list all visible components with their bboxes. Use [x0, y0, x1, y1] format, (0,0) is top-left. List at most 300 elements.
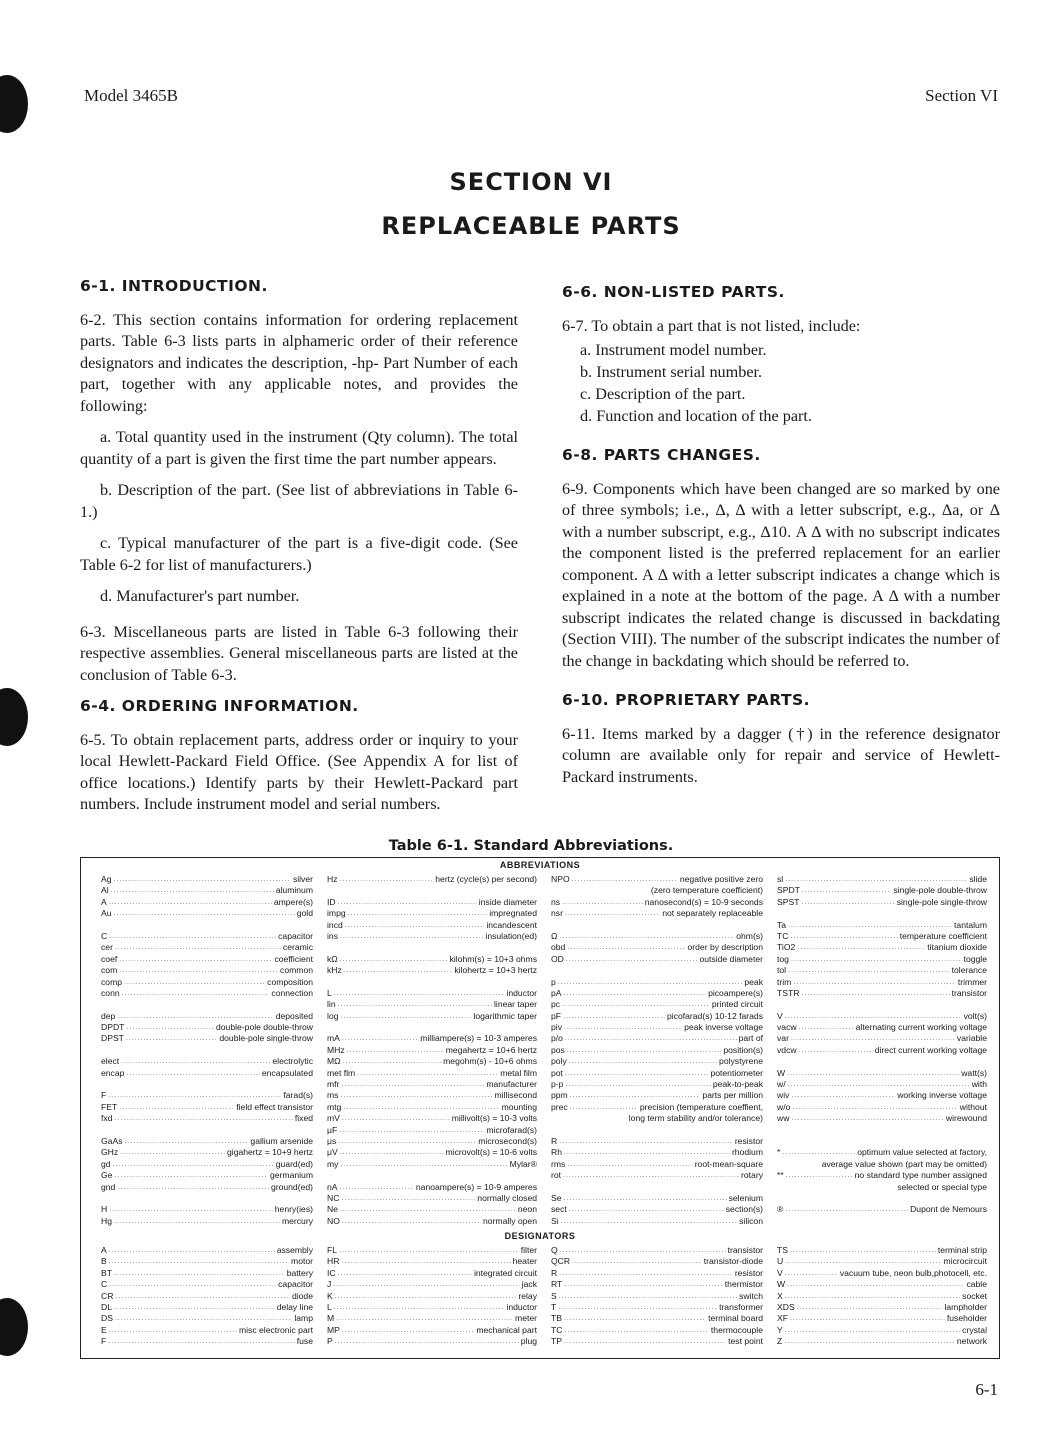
abbr-column-3: [551, 874, 763, 1227]
abbr-meaning: selected or special type: [897, 1181, 987, 1192]
abbr-meaning: coefficient: [274, 953, 313, 964]
abbr-code: vdcw: [777, 1044, 797, 1055]
header-section: Section VI: [925, 86, 998, 105]
leader-dots: [790, 1245, 936, 1256]
leader-dots: [345, 920, 485, 931]
abbr-code: met flm: [327, 1067, 356, 1078]
table-row: [777, 1193, 987, 1204]
abbr-code: [777, 1159, 779, 1170]
abbr-code: p-p: [551, 1079, 564, 1090]
table-row: [551, 1045, 763, 1056]
table-row: [101, 1256, 313, 1267]
table-row: [777, 1033, 987, 1044]
table-row: [551, 977, 763, 988]
abbr-code: C: [101, 930, 108, 941]
leader-dots: [119, 954, 272, 965]
table-row: [777, 1011, 987, 1022]
table-row: [777, 1170, 987, 1181]
leader-dots: [567, 1045, 721, 1056]
abbr-meaning: metal film: [500, 1067, 537, 1078]
leader-dots: [119, 1102, 234, 1113]
table-row: [327, 1033, 537, 1044]
abbr-meaning: selenium: [728, 1192, 763, 1203]
abbr-code: Ag: [101, 874, 112, 884]
leader-dots: [119, 965, 278, 976]
abbr-meaning: working inverse voltage: [897, 1090, 987, 1101]
table-row: [777, 1022, 987, 1033]
leader-dots: [559, 931, 734, 942]
leader-dots: [109, 1256, 289, 1267]
leader-dots: [115, 1291, 290, 1302]
leader-dots: [335, 1336, 519, 1347]
table-row: [777, 1204, 987, 1215]
abbr-meaning: resistor: [734, 1267, 763, 1278]
leader-dots: [334, 1302, 505, 1313]
abbr-meaning: tolerance: [951, 965, 987, 976]
leader-dots: [114, 874, 291, 885]
table-row: [551, 1147, 763, 1158]
section-subtitle: REPLACEABLE PARTS: [381, 212, 681, 240]
table-row: [327, 920, 537, 931]
page-number: 6-1: [975, 1380, 998, 1399]
leader-dots: [793, 977, 956, 988]
abbr-meaning: insulation(ed): [485, 930, 537, 941]
abbr-meaning: long term stability and/or tolerance): [628, 1113, 763, 1124]
leader-dots: [334, 988, 505, 999]
abbr-code: Ge: [101, 1170, 113, 1181]
leader-dots: [562, 897, 643, 908]
table-row: [777, 965, 987, 976]
abbr-code: XF: [777, 1313, 788, 1324]
table-row: [327, 1056, 537, 1067]
table-row: [101, 1136, 313, 1147]
table-row: [551, 1302, 763, 1313]
leader-dots: [791, 954, 962, 965]
table-row: [327, 1147, 537, 1158]
leader-dots: [799, 1045, 873, 1056]
leader-dots: [124, 977, 265, 988]
abbr-code: dep: [101, 1010, 116, 1021]
leader-dots: [787, 1068, 959, 1079]
table-row: [327, 1022, 537, 1033]
leader-dots: [565, 1068, 708, 1079]
abbr-meaning: heater: [512, 1256, 537, 1267]
leader-dots: [785, 1291, 960, 1302]
abbr-code: incd: [327, 919, 343, 930]
table-row: [551, 1268, 763, 1279]
table-row: [777, 1125, 987, 1136]
abbr-meaning: transistor: [951, 987, 987, 998]
designators-heading: DESIGNATORS: [504, 1231, 576, 1241]
leader-dots: [357, 1068, 498, 1079]
abbr-code: pc: [551, 999, 561, 1010]
abbr-code: encap: [101, 1067, 125, 1078]
leader-dots: [108, 1090, 281, 1101]
table-row: [777, 1279, 987, 1290]
abbr-meaning: no standard type number assigned: [854, 1170, 987, 1181]
table-row: [777, 1068, 987, 1079]
abbr-code: comp: [101, 976, 123, 987]
leader-dots: [341, 1256, 510, 1267]
leader-dots: [559, 1268, 733, 1279]
leader-dots: [109, 931, 276, 942]
leader-dots: [114, 1170, 268, 1181]
leader-dots: [114, 1216, 280, 1227]
abbr-code: F: [101, 1336, 107, 1347]
table-row: [327, 954, 537, 965]
table-row: [101, 999, 313, 1010]
abbr-code: tog: [777, 953, 789, 964]
leader-dots: [788, 920, 952, 931]
abbr-meaning: terminal board: [708, 1313, 763, 1324]
leader-dots: [785, 1268, 838, 1279]
table-row: [101, 1102, 313, 1113]
abbr-meaning: gold: [296, 908, 313, 919]
leader-dots: [801, 897, 894, 908]
leader-dots: [126, 1033, 217, 1044]
abbr-code: poly: [551, 1056, 567, 1067]
table-row: [551, 1125, 763, 1136]
abbr-meaning: precision (temperature coeffient,: [639, 1101, 763, 1112]
leader-dots: [340, 954, 448, 965]
abbr-meaning: incandescent: [486, 919, 537, 930]
abbr-code: OD: [551, 953, 564, 964]
table-row: [327, 1268, 537, 1279]
table-row: [777, 1256, 987, 1267]
abbr-code: nsr: [551, 908, 563, 919]
abbr-code: var: [777, 1033, 789, 1044]
list-item: b. Instrument serial number.: [580, 363, 763, 381]
leader-dots: [802, 885, 891, 896]
abbr-code: P: [327, 1336, 333, 1347]
table-row: [101, 1045, 313, 1056]
table-row: [777, 1136, 987, 1147]
leader-dots: [120, 1147, 225, 1158]
leader-dots: [109, 1204, 273, 1215]
heading-introduction: 6-1. INTRODUCTION.: [80, 277, 268, 295]
abbr-meaning: negative positive zero: [679, 874, 763, 884]
leader-dots: [785, 1204, 908, 1215]
abbr-code: X: [777, 1290, 783, 1301]
table-row: [327, 1159, 537, 1170]
table-row: [327, 1193, 537, 1204]
leader-dots: [560, 1245, 726, 1256]
abbr-meaning: transformer: [719, 1301, 763, 1312]
abbr-code: QCR: [551, 1256, 571, 1267]
abbr-meaning: plug: [520, 1336, 537, 1347]
heading-proprietary: 6-10. PROPRIETARY PARTS.: [562, 691, 811, 709]
leader-dots: [340, 874, 434, 885]
list-item: a. Instrument model number.: [580, 341, 767, 359]
abbr-code: Ω: [551, 930, 558, 941]
abbr-code: piv: [551, 1022, 562, 1033]
para-d: d. Manufacturer's part number.: [100, 587, 300, 605]
table-row: [777, 1113, 987, 1124]
leader-dots: [566, 954, 698, 965]
binder-hole: [0, 1298, 28, 1356]
table-row: [327, 1336, 537, 1347]
abbr-meaning: picoampere(s): [708, 987, 763, 998]
abbr-meaning: kilohertz = 10+3 hertz: [454, 965, 537, 976]
abbr-meaning: lamp: [294, 1313, 313, 1324]
table-row: [551, 1033, 763, 1044]
table-row: [101, 931, 313, 942]
abbr-code: R: [551, 1135, 558, 1146]
abbr-meaning: milliampere(s) = 10-3 amperes: [420, 1033, 537, 1044]
abbr-meaning: vacuum tube, neon bulb,photocell, etc.: [839, 1267, 987, 1278]
table-row: [551, 1204, 763, 1215]
abbr-code: sect: [551, 1204, 567, 1215]
table-row: [551, 1182, 763, 1193]
leader-dots: [339, 1245, 519, 1256]
table-row: [551, 1325, 763, 1336]
abbr-meaning: test point: [728, 1336, 763, 1347]
abbr-code: μV: [327, 1147, 338, 1158]
leader-dots: [570, 1090, 701, 1101]
table-row: [551, 1313, 763, 1324]
abbr-code: Z: [777, 1336, 783, 1347]
abbr-meaning: composition: [267, 976, 313, 987]
table-row: [327, 1102, 537, 1113]
leader-dots: [126, 1068, 259, 1079]
table-row: [327, 874, 537, 885]
table-row: [551, 885, 763, 896]
leader-dots: [564, 1147, 730, 1158]
leader-dots: [561, 1216, 737, 1227]
abbr-meaning: fixed: [294, 1113, 313, 1124]
leader-dots: [801, 988, 949, 999]
abbr-code: V: [777, 1267, 783, 1278]
abbr-code: TiO2: [777, 942, 796, 953]
table-row: [101, 1268, 313, 1279]
abbr-meaning: variable: [956, 1033, 987, 1044]
abbr-meaning: transistor: [727, 1245, 763, 1255]
table-row: [551, 1113, 763, 1124]
table-row: [551, 1102, 763, 1113]
abbr-meaning: battery: [286, 1267, 313, 1278]
abbr-code: T: [551, 1301, 557, 1312]
para-a: a. Total quantity used in the instrument (Qty column). The total quantity of a part is given the first time the part number appears.: [80, 428, 518, 468]
table-row: [551, 942, 763, 953]
abbr-meaning: hertz (cycle(s) per second): [435, 874, 537, 884]
table-row: [101, 1033, 313, 1044]
table-row: [101, 1090, 313, 1101]
table-row: [327, 977, 537, 988]
table-row: [327, 885, 537, 896]
abbr-code: gd: [101, 1158, 111, 1169]
abbr-meaning: network: [956, 1336, 987, 1347]
abbr-code: [551, 885, 553, 896]
abbr-code: NO: [327, 1215, 340, 1226]
abbr-code: CR: [101, 1290, 114, 1301]
abbr-code: pF: [551, 1010, 562, 1021]
table-row: [551, 1279, 763, 1290]
table-row: [327, 1045, 537, 1056]
leader-dots: [790, 931, 897, 942]
abbr-meaning: polystyrene: [719, 1056, 763, 1067]
para-6-5: 6-5. To obtain replacement parts, address order or inquiry to your local Hewlett-Packard Field Office. (See Appendix A for list of office locations.) Identify parts by their Hewlett-Packard part numbers. Include instrument model and serial numbers.: [80, 730, 518, 813]
leader-dots: [564, 1279, 722, 1290]
abbr-code: W: [777, 1067, 786, 1078]
leader-dots: [782, 1147, 855, 1158]
abbr-meaning: mercury: [281, 1215, 313, 1226]
table-row: [551, 1245, 763, 1256]
table-row: [777, 988, 987, 999]
para-6-3: 6-3. Miscellaneous parts are listed in Table 6-3 following their respective assemblies. General miscellaneous parts are listed at the conclusion of Table 6-3.: [80, 622, 518, 684]
table-row: [777, 1302, 987, 1313]
leader-dots: [340, 1011, 471, 1022]
left-column: [80, 276, 518, 826]
table-row: [101, 908, 313, 919]
leader-dots: [791, 1033, 955, 1044]
abbr-meaning: with: [971, 1079, 987, 1090]
para-b: b. Description of the part. (See list of abbreviations in Table 6-1.): [80, 481, 518, 521]
table-row: [551, 897, 763, 908]
abbr-code: DS: [101, 1313, 113, 1324]
table-row: [551, 1256, 763, 1267]
abbr-code: **: [777, 1170, 784, 1181]
abbr-code: sl: [777, 874, 784, 884]
abbr-code: E: [101, 1324, 107, 1335]
abbr-code: w/: [777, 1079, 786, 1090]
table-row: [777, 1102, 987, 1113]
abbr-meaning: aluminum: [275, 885, 313, 896]
abbr-code: L: [327, 987, 332, 998]
table-row: [327, 1136, 537, 1147]
abbr-meaning: position(s): [723, 1044, 763, 1055]
abbr-code: [777, 1182, 779, 1193]
abbr-code: RT: [551, 1279, 563, 1290]
table-row: [101, 1245, 313, 1256]
abbr-meaning: ohm(s): [736, 930, 763, 941]
leader-dots: [338, 999, 492, 1010]
abbr-meaning: motor: [291, 1256, 313, 1267]
abbr-code: ID: [327, 896, 336, 907]
abbr-code: Hz: [327, 874, 338, 884]
abbr-code: kHz: [327, 965, 342, 976]
abbr-meaning: kilohm(s) = 10+3 ohms: [449, 953, 537, 964]
abbr-code: log: [327, 1010, 339, 1021]
table-row: [101, 954, 313, 965]
abbr-code: DPDT: [101, 1022, 125, 1033]
leader-dots: [348, 908, 488, 919]
section-title: SECTION VI: [449, 168, 613, 196]
table-row: [101, 874, 313, 885]
abbr-meaning: germanium: [270, 1170, 313, 1181]
table-row: [551, 1090, 763, 1101]
para-c: c. Typical manufacturer of the part is a five-digit code. (See Table 6-2 for list of manufacturers.): [80, 534, 518, 574]
leader-dots: [790, 1313, 945, 1324]
abbr-meaning: temperature coefficient: [899, 930, 987, 941]
table-row: [327, 1113, 537, 1124]
table-row: [551, 1291, 763, 1302]
abbr-meaning: order by description: [687, 942, 763, 953]
binder-hole: [0, 688, 28, 746]
abbr-meaning: manufacturer: [486, 1079, 537, 1090]
abbr-meaning: printed circuit: [711, 999, 763, 1010]
abbr-meaning: single-pole double-throw: [893, 885, 987, 896]
abbr-meaning: microsecond(s): [478, 1135, 537, 1146]
heading-ordering: 6-4. ORDERING INFORMATION.: [80, 697, 359, 715]
abbr-code: J: [327, 1279, 332, 1290]
abbr-code: lin: [327, 999, 336, 1010]
abbr-meaning: trimmer: [957, 976, 987, 987]
para-6-7: 6-7. To obtain a part that is not listed, include:: [562, 316, 861, 335]
table-row: [101, 1216, 313, 1227]
abbr-code: pot: [551, 1067, 563, 1078]
abbr-meaning: tantalum: [954, 919, 987, 930]
abbr-code: w/o: [777, 1101, 791, 1112]
abbr-code: trim: [777, 976, 792, 987]
abbr-meaning: switch: [739, 1290, 763, 1301]
abbr-code: Hg: [101, 1215, 112, 1226]
abbr-code: Y: [777, 1324, 783, 1335]
abbr-code: NC: [327, 1192, 340, 1203]
abbr-meaning: potentiometer: [710, 1067, 763, 1078]
table-row: [551, 1011, 763, 1022]
leader-dots: [565, 1079, 710, 1090]
table-row: [551, 965, 763, 976]
leader-dots: [788, 965, 950, 976]
abbr-meaning: not separately replaceable: [662, 908, 763, 919]
abbr-code: TS: [777, 1245, 788, 1255]
table-row: [551, 999, 763, 1010]
table-row: [551, 1022, 763, 1033]
leader-dots: [785, 1011, 962, 1022]
abbr-meaning: millivolt(s) = 10-3 volts: [451, 1113, 537, 1124]
table-row: [551, 1170, 763, 1181]
leader-dots: [572, 874, 678, 885]
leader-dots: [570, 1102, 638, 1113]
abbr-meaning: fuseholder: [946, 1313, 987, 1324]
table-row: [101, 1182, 313, 1193]
leader-dots: [562, 999, 710, 1010]
abbr-code: wiv: [777, 1090, 790, 1101]
abbr-code: H: [101, 1204, 108, 1215]
abbr-meaning: mechanical part: [476, 1324, 537, 1335]
abbreviations-heading: ABBREVIATIONS: [499, 860, 581, 870]
abbr-column-2: [327, 874, 537, 1227]
desig-column-3: [551, 1245, 763, 1348]
abbr-meaning: optimum value selected at factory,: [857, 1147, 987, 1158]
abbr-code: tol: [777, 965, 787, 976]
leader-dots: [340, 1159, 507, 1170]
table-row: [327, 1011, 537, 1022]
leader-dots: [340, 1204, 516, 1215]
leader-dots: [564, 1325, 708, 1336]
leader-dots: [341, 1079, 484, 1090]
abbr-code: DL: [101, 1301, 112, 1312]
desig-column-4: [777, 1245, 987, 1348]
leader-dots: [125, 1136, 249, 1147]
table-row: [327, 1068, 537, 1079]
leader-dots: [342, 1216, 481, 1227]
abbr-meaning: transistor-diode: [703, 1256, 763, 1267]
leader-dots: [340, 1090, 492, 1101]
leader-dots: [788, 1079, 970, 1090]
table-row: [551, 988, 763, 999]
leader-dots: [342, 1033, 418, 1044]
leader-dots: [799, 1022, 854, 1033]
abbr-code: F: [101, 1090, 107, 1101]
table-row: [777, 954, 987, 965]
binder-hole: [0, 75, 28, 133]
abbr-meaning: ground(ed): [270, 1181, 313, 1192]
abbr-meaning: common: [280, 965, 313, 976]
table-row: [101, 1170, 313, 1181]
abbr-code: ww: [777, 1113, 790, 1124]
abbr-column-1: [101, 874, 313, 1227]
